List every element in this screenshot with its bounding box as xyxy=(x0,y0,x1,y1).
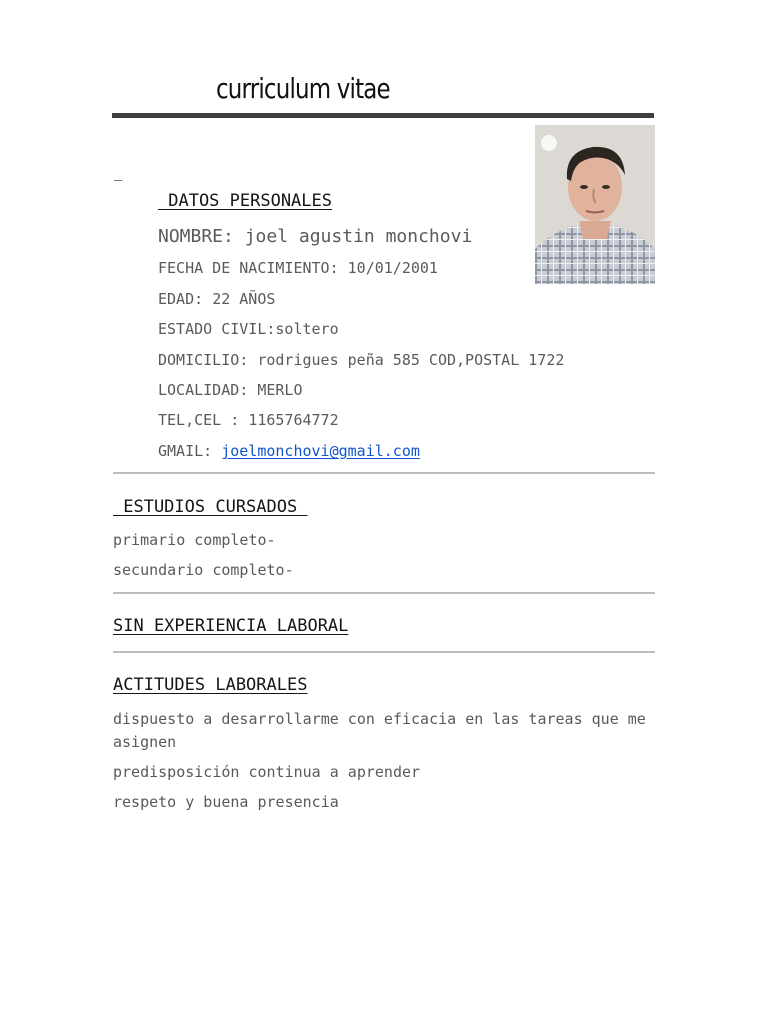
address-label: DOMICILIO: xyxy=(158,351,249,369)
phone-value: 1165764772 xyxy=(248,411,339,429)
age-value: 22 AÑOS xyxy=(212,290,276,308)
phone-label: TEL,CEL : xyxy=(158,411,240,429)
civil-status-line xyxy=(158,320,339,338)
document-title: curriculum vitae xyxy=(216,72,390,105)
section-divider-studies xyxy=(113,592,655,594)
section-marker: _ xyxy=(114,165,123,181)
attitude-item-learning: predisposición continua a aprender xyxy=(113,763,421,781)
section-divider-experience xyxy=(113,651,655,653)
name-label: NOMBRE: xyxy=(158,226,234,247)
locality-line xyxy=(158,381,303,399)
profile-photo-illustration xyxy=(535,125,655,284)
birth-date-label: FECHA DE NACIMIENTO: xyxy=(158,259,339,277)
study-item-primary: primario completo- xyxy=(113,531,276,549)
attitudes-heading: ACTITUDES LABORALES xyxy=(113,675,308,695)
email-link[interactable]: joelmonchovi@gmail.com xyxy=(221,442,420,460)
birth-date-value: 10/01/2001 xyxy=(347,259,438,277)
locality-label: LOCALIDAD: xyxy=(158,381,249,399)
civil-status-value: soltero xyxy=(275,320,339,338)
name-line xyxy=(158,226,472,247)
section-divider-personal xyxy=(113,472,655,474)
address-value: rodrigues peña 585 COD,POSTAL 1722 xyxy=(257,351,565,369)
title-divider xyxy=(112,113,654,118)
study-item-secondary: secundario completo- xyxy=(113,561,294,579)
email-line xyxy=(158,442,420,460)
experience-heading: SIN EXPERIENCIA LABORAL xyxy=(113,616,349,636)
address-line xyxy=(158,351,564,369)
attitude-item-presence: respeto y buena presencia xyxy=(113,793,339,811)
age-label: EDAD: xyxy=(158,290,204,308)
profile-photo xyxy=(535,125,655,284)
phone-line xyxy=(158,411,339,429)
name-value: joel agustin monchovi xyxy=(244,226,473,247)
email-label: GMAIL: xyxy=(158,442,213,460)
locality-value: MERLO xyxy=(257,381,303,399)
age-line xyxy=(158,290,275,308)
personal-data-heading: DATOS PERSONALES xyxy=(158,191,332,211)
civil-status-label: ESTADO CIVIL: xyxy=(158,320,276,338)
studies-heading: ESTUDIOS CURSADOS xyxy=(113,497,308,517)
attitude-item-efficiency: dispuesto a desarrollarme con eficacia en las tareas que me asignen xyxy=(113,710,646,751)
birth-date-line xyxy=(158,259,438,277)
